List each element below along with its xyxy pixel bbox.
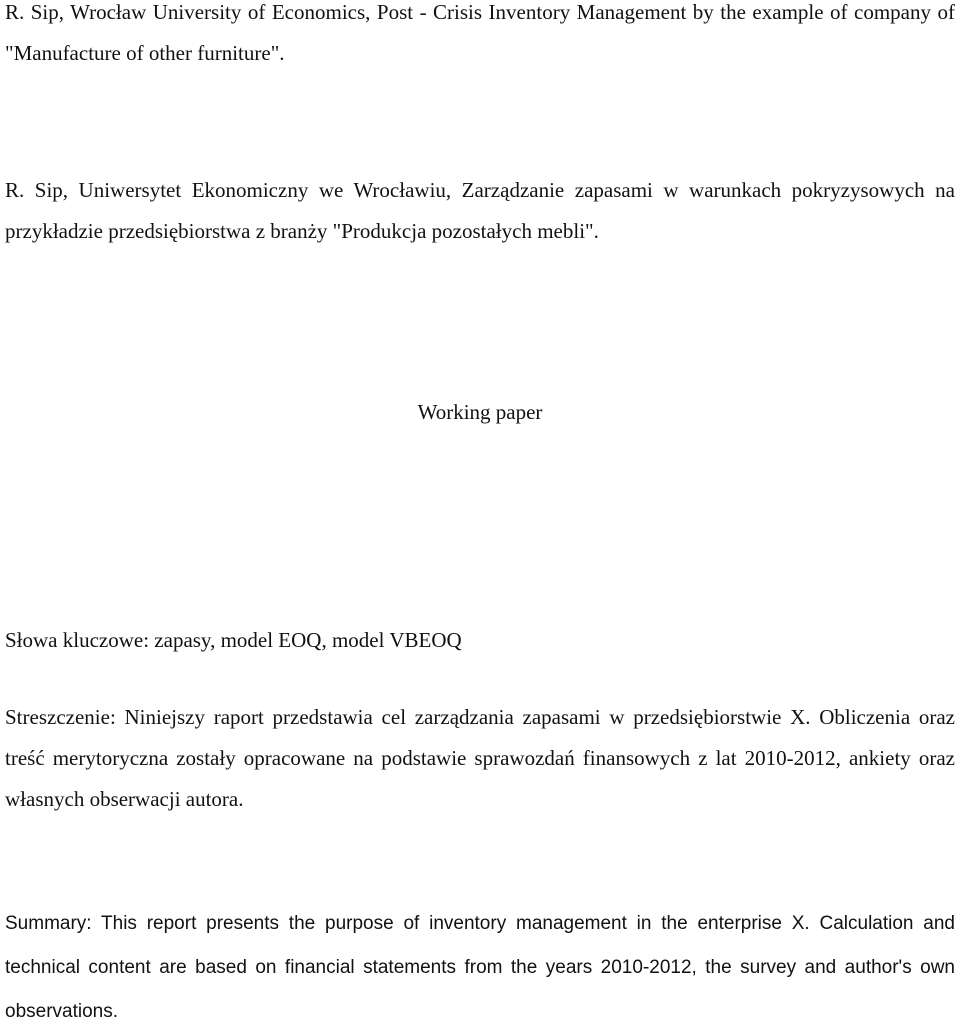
english-summary-label: Summary: bbox=[5, 913, 92, 934]
keywords-paragraph bbox=[5, 620, 955, 661]
polish-title-citation: R. Sip, Uniwersytet Ekonomiczny we Wrocławiu, Zarządzanie zapasami w warunkach pokryzysowych na przykładzie przedsiębiorstwa z branży "Produkcja pozostałych mebli". bbox=[5, 178, 955, 243]
english-title-citation: R. Sip, Wrocław University of Economics, Post - Crisis Inventory Management by the example of company of "Manufacture of other furniture". bbox=[5, 0, 955, 65]
keywords-text: zapasy, model EOQ, model VBEOQ bbox=[154, 628, 462, 652]
keywords-label: Słowa kluczowe: bbox=[5, 628, 150, 652]
document-type-heading: Working paper bbox=[417, 400, 543, 424]
polish-abstract-text: Niniejszy raport przedstawia cel zarządzania zapasami w przedsiębiorstwie X. Obliczenia oraz treść merytoryczna zostały opracowane na podstawie sprawozdań finansowych z lat 2010-2012, ankiety oraz własnych obserwacji autora. bbox=[5, 705, 955, 811]
english-summary-paragraph bbox=[5, 902, 955, 1034]
polish-abstract-paragraph bbox=[5, 697, 955, 820]
polish-abstract-label: Streszczenie: bbox=[5, 705, 116, 729]
english-summary-text: This report presents the purpose of inventory management in the enterprise X. Calculation and technical content are based on financial statements from the years 2010-2012, the survey and author's own observations. bbox=[5, 913, 955, 1022]
